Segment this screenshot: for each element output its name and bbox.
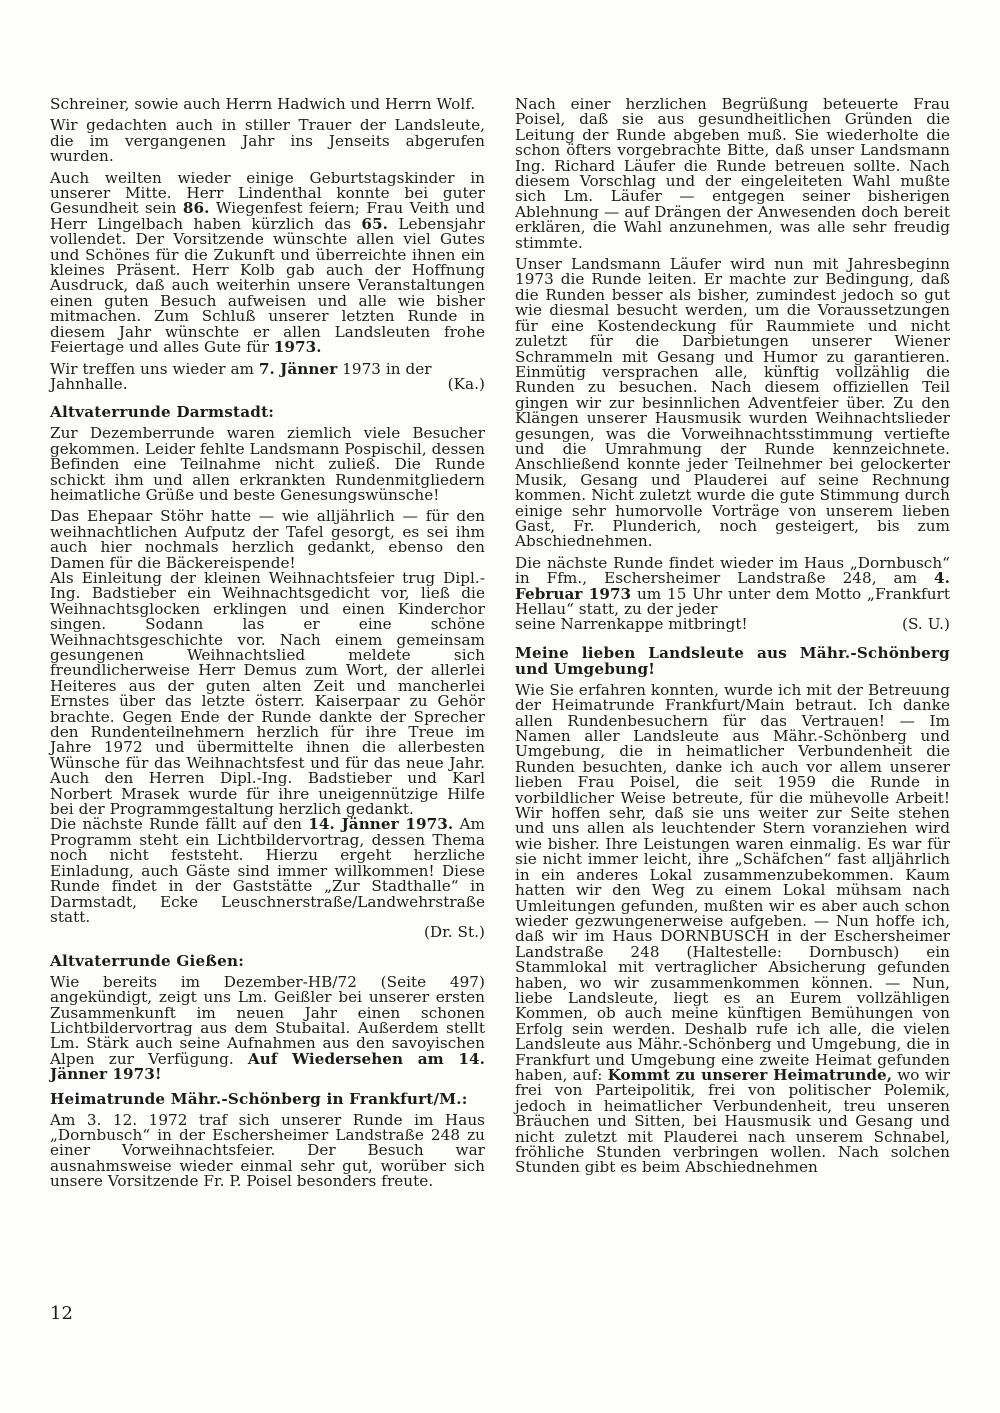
paragraph xyxy=(515,553,950,618)
paragraph: Unser Landsmann Läufer wird nun mit Jahresbeginn 1973 die Runde leiten. Er machte zur Bedingung, daß die Runden besser als bisher, zumindest jedoch so gut wie diesmal besucht werden, um die Voraussetzungen für eine Kostendeckung für Raummiete und nicht zuletzt für die Darbietungen unserer Wiener Schrammeln mit Gesang und Humor zu garantieren. Einmütig versprachen alle, künftig vollzählig die Runden zu besuchen. Nach diesem offiziellen Teil gingen wir zur besinnlichen Adventfeier über. Zu den Klängen unserer Hausmusik wurden Weihnachtslieder gesungen, was die Vorweihnachtsstimmung vertiefte und die Umrahmung der Runde kennzeichnete. Anschließend konnte jeder Teilnehmer bei gelockerter Musik, Gesang und Plauderei auf seine Rechnung kommen. Nicht zuletzt wurde die gute Stimmung durch einige sehr humorvolle Vorträge von unserem lieben Gast, Fr. Plunderich, noch gesteigert, bis zum Abschiednehmen. xyxy=(515,255,950,551)
text: Wie Sie erfahren konnten, wurde ich mit der Betreuung der Heimatrunde Frankfurt/Main betraut. Ich danke allen Rundenbesuchern für das Vertrauen! — Im Namen aller Landsleute aus Mähr.-Schönberg und Umgebung, die in heimatlicher Verbundenheit die Runden besuchten, danke ich auch vor allem unserer lieben Frau Poisel, die seit 1959 die Runde in vorbildlicher Weise betreute, für die mühevolle Arbeit! Wir hoffen sehr, daß sie uns weiter zur Seite stehen und uns allen als leuchtender Stern voranziehen wird wie bisher. Ihre Leistungen waren einmalig. Es war für sie nicht immer leicht, ihre „Schäfchen“ fast alljährlich in ein anderes Lokal zusammenzubekommen. Kaum hatten wir den Weg zu einem Lokal mühsam nach Umleitungen gefunden, mußten wir es aber auch schon wieder gezwungenerweise aufgeben. — Nun hoffe ich, daß wir im Haus DORNBUSCH in der Eschersheimer Landstraße 248 (Haltestelle: Dornbusch) ein Stammlokal mit vertraglicher Absicherung gefunden haben, wo wir zusammenkommen können. — Nun, liebe Landsleute, liegt es an Eurem vollzähligen Kommen, ob auch meine künftigen Bemühungen von Erfolg sein werden. Deshalb rufe ich alle, die vielen Landsleute aus Mähr.-Schönberg und Umgebung, die in Frankfurt und Umgebung eine zweite Heimat gefunden haben, auf: xyxy=(515,680,950,1084)
paragraph: Als Einleitung der kleinen Weihnachtsfeier trug Dipl.-Ing. Badstieber ein Weihnachtsgedicht vor, ließ die Weihnachtsglocken erklingen und einen Kinderchor singen. Sodann las er eine schöne Weihnachtsgeschichte vor. Nach einem gemeinsam gesungenen Weihnachtslied meldete sich freundlicherweise Herr Demus zum Wort, der allerlei Heiteres aus der guten alten Zeit und mancherlei Ernstes über das letzte österr. Kaiserpaar zu Gehör brachte. Gegen Ende der Runde dankte der Sprecher den Rundenteilnehmern herzlich für ihre Treue im Jahre 1972 und übermittelte ihnen die allerbesten Wünsche für das Weihnachtsfest und für das neue Jahr. Auch den Herren Dipl.-Ing. Badstieber und Karl Norbert Mrasek wurde für ihre uneigennützige Hilfe bei der Programmgestaltung herzlich gedankt. xyxy=(50,568,485,819)
text: Wie bereits im Dezember-HB/72 (Seite 497) angekündigt, zeigt uns Lm. Geißler bei unserer ersten Zusammenkunft im neuen Jahr einen schonen Lichtbildervortrag aus dem Stubaital. Außerdem stellt Lm. Stärk auch seine Aufnahmen aus den savoyischen Alpen zur Verfügung. xyxy=(50,972,485,1068)
paragraph xyxy=(50,972,486,1084)
text: Am Programm steht ein Lichtbildervortrag, dessen Thema noch nicht feststeht. Hierzu ergeht herzliche Einladung, auch Gäste sind immer willkommen! Diese Runde findet in der Gaststätte „Zur Stadthalle“ in Darmstadt, Ecke Leuschnerstraße/Landwehrstraße statt. xyxy=(50,815,485,926)
left-column xyxy=(50,97,485,1196)
signature-row xyxy=(515,617,950,632)
right-column xyxy=(515,97,950,1182)
text: wo wir frei von Parteipolitik, frei von politischer Polemik, jedoch in heimatlicher Verbundenheit, treu unseren Bräuchen und Sitten, bei Hausmusik und Gesang und nicht zuletzt mit Plauderei nach unserem Schnabel, fröhliche Stunden verbringen wollen. Nach solchen Stunden gibt es beim Abschiednehmen xyxy=(515,1065,950,1177)
paragraph xyxy=(50,817,485,925)
paragraph xyxy=(50,168,486,357)
text: Wiegenfest feiern; Frau Veith und Herr Lingelbach haben kürzlich das xyxy=(50,199,486,233)
text: Die nächste Runde findet wieder im Haus „Dornbusch“ in Ffm., Eschersheimer Landstraße 248, am xyxy=(515,553,950,588)
bold-date: 14. Jänner 1973. xyxy=(308,815,454,834)
paragraph: Zur Dezemberrunde waren ziemlich viele Besucher gekommen. Leider fehlte Landsmann Pospischil, dessen Befinden eine Teilnahme nicht zuließ. Die Runde schickt ihm und allen erkrankten Rundenmitgliedern heimatliche Grüße und beste Genesungswünsche! xyxy=(50,424,485,504)
paragraph: Schreiner, sowie auch Herrn Hadwich und Herrn Wolf. xyxy=(50,95,476,113)
section-heading: Altvaterrunde Darmstadt: xyxy=(50,403,275,422)
section-heading: Altvaterrunde Gießen: xyxy=(50,951,245,970)
section-heading: Meine lieben Landsleute aus Mähr.-Schönberg und Umgebung! xyxy=(515,643,950,678)
text: Jahnhalle. xyxy=(50,374,128,393)
bold-text: Kommt zu unserer Heimatrunde, xyxy=(607,1065,893,1084)
bold-date: 7. Jänner xyxy=(258,359,338,378)
author-signature: (Ka.) xyxy=(447,374,485,393)
text: Lebensjahr vollendet. Der Vorsitzende wünschte allen viel Gutes und Schönes für die Zukunft und überreichte ihnen ein kleines Präsent. Herr Kolb gab auch der Hoffnung Ausdruck, daß auch weiterhin unsere Veranstaltungen einen guten Besuch aufweisen und alle wie bisher mitmachen. Zum Schluß unserer letzten Runde in diesem Jahr wünschte er allen Landsleuten frohe Feiertage und alles Gute für xyxy=(50,214,485,357)
bold-number: 65. xyxy=(361,214,388,233)
bold-number: 1973. xyxy=(273,338,322,357)
signature-row xyxy=(50,925,485,940)
text: um 15 Uhr unter dem Motto „Frankfurt Hellau“ statt, zu der jeder xyxy=(515,584,950,618)
author-signature: (S. U.) xyxy=(902,615,950,634)
text: Wir treffen uns wieder am xyxy=(50,359,259,378)
author-signature: (Dr. St.) xyxy=(423,923,485,942)
section-heading: Heimatrunde Mähr.-Schönberg in Frankfurt/M.: xyxy=(50,1089,468,1108)
bold-number: 86. xyxy=(182,199,210,218)
text: Die nächste Runde fällt auf den xyxy=(50,815,309,834)
bold-date: 4. Februar 1973 xyxy=(515,569,950,603)
signature-row xyxy=(50,374,485,393)
paragraph: Nach einer herzlichen Begrüßung beteuerte Frau Poisel, daß sie aus gesundheitlichen Gründen die Leitung der Runde abgeben muß. Sie wiederholte die schon öfters vorgebrachte Bitte, daß unser Landsmann Ing. Richard Läufer die Runde betreuen sollte. Nach diesem Vorschlag und der eingeleiteten Wahl mußte sich Lm. Läufer — entgegen seiner bisherigen Ablehnung — auf Drängen der Anwesenden doch bereit erklären, die Wahl anzunehmen, was alle sehr freudig stimmte. xyxy=(515,95,950,252)
bold-text: Auf Wiedersehen am 14. Jänner 1973! xyxy=(50,1049,486,1084)
page-number: 12 xyxy=(50,1303,73,1324)
text: Auch weilten wieder einige Geburtstagskinder in unserer Mitte. Herr Lindenthal konnte bei guter Gesundheit sein xyxy=(50,168,485,218)
paragraph: Am 3. 12. 1972 traf sich unserer Runde im Haus „Dornbusch“ in der Eschersheimer Landstraße 248 zu einer Vorweihnachtsfeier. Der Besuch war ausnahmsweise wieder einmal sehr gut, worüber sich unsere Vorsitzende Fr. P. Poisel besonders freute. xyxy=(50,1110,485,1191)
text: seine Narrenkappe mitbringt! xyxy=(515,615,748,634)
paragraph: Wir gedachten auch in stiller Trauer der Landsleute, die im vergangenen Jahr ins Jenseits abgerufen wurden. xyxy=(50,116,485,166)
paragraph xyxy=(515,680,950,1177)
paragraph: Das Ehepaar Stöhr hatte — wie alljährlich — für den weihnachtlichen Aufputz der Tafel gesorgt, es sei ihm auch hier nochmals herzlich gedankt, ebenso den Damen für die Bäckereispende! xyxy=(50,507,485,572)
text: 1973 in der xyxy=(337,359,432,378)
